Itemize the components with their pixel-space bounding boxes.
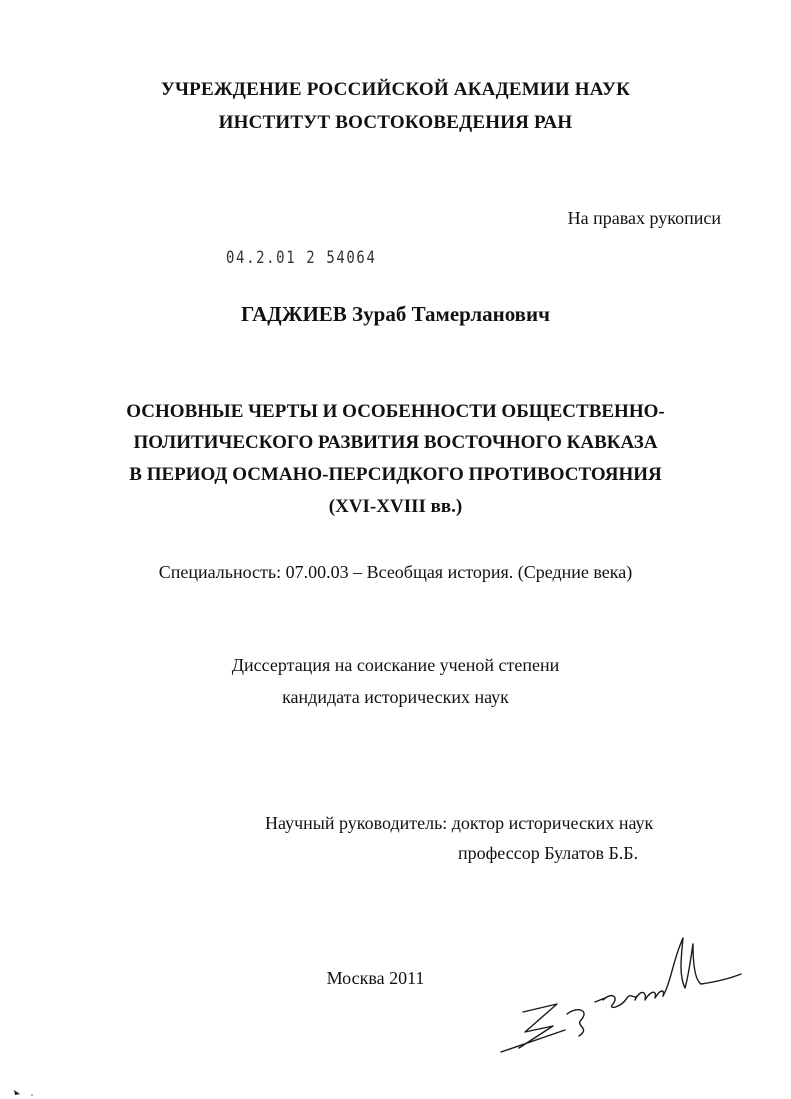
city-year: Москва 2011 (326, 968, 425, 988)
dissertation-line-2: кандидата исторических наук (282, 687, 509, 707)
handwritten-signature (495, 930, 745, 1060)
advisor-line-2: профессор Булатов Б.Б. (458, 843, 639, 863)
title-line-1: ОСНОВНЫЕ ЧЕРТЫ И ОСОБЕННОСТИ ОБЩЕСТВЕННО- (126, 401, 665, 422)
specialty: Специальность: 07.00.03 – Всеобщая история. (Средние века) (158, 562, 633, 582)
title-line-3: В ПЕРИОД ОСМАНО-ПЕРСИДКОГО ПРОТИВОСТОЯНИЯ (129, 464, 662, 485)
library-stamp-number: 04.2.01 2 54064 (226, 248, 377, 268)
dissertation-line-1: Диссертация на соискание ученой степени (231, 655, 560, 675)
institution-line-2: ИНСТИТУТ ВОСТОКОВЕДЕНИЯ РАН (218, 112, 573, 133)
rights-note: На правах рукописи (567, 208, 721, 228)
scan-artifact (12, 1088, 42, 1098)
title-line-2: ПОЛИТИЧЕСКОГО РАЗВИТИЯ ВОСТОЧНОГО КАВКАЗА (133, 432, 658, 453)
author-name: ГАДЖИЕВ Зураб Тамерланович (241, 302, 550, 326)
institution-line-1: УЧРЕЖДЕНИЕ РОССИЙСКОЙ АКАДЕМИИ НАУК (160, 79, 631, 100)
title-line-4: (XVI-XVIII вв.) (328, 496, 463, 517)
advisor-line-1: Научный руководитель: доктор исторических наук (265, 813, 654, 833)
